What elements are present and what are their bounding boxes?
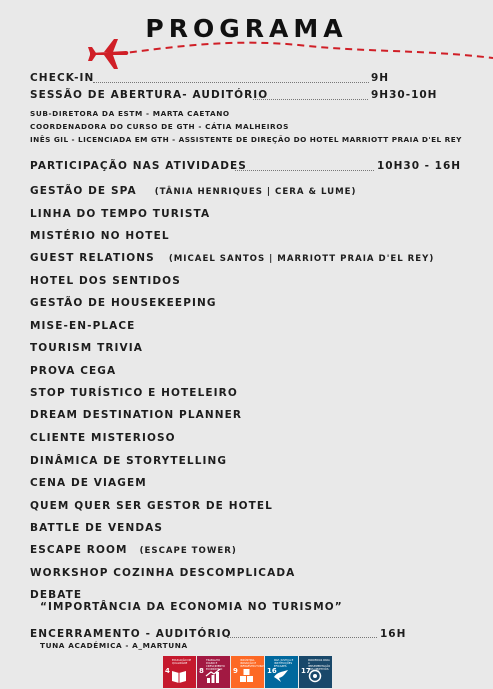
dove-icon [273,669,289,683]
activity-item: CENA DE VIAGEM [30,477,147,489]
activity-item: GUEST RELATIONS (MICAEL SANTOS | MARRIOTT PRAIA D'EL REY) [30,252,435,264]
activity-item: DINÂMICA DE STORYTELLING [30,455,228,467]
leader-dots [93,82,369,83]
sdg-badge-9: 9 INDÚSTRIA, INOVAÇÃO E INFRAESTRUTURAS [231,656,264,688]
debate-topic: “IMPORTÂNCIA DA ECONOMIA NO TURISMO” [40,601,343,613]
checkin-label: CHECK-IN [30,72,95,84]
growth-chart-icon [205,669,221,683]
activity-item: CLIENTE MISTERIOSO [30,432,176,444]
activity-note: (TÂNIA HENRIQUES | CERA & LUME) [154,187,357,197]
closing-sub: TUNA ACADÉMICA - A_MARTUNA [40,641,188,650]
opening-session-time: 9H30-10H [371,89,438,101]
activity-item: HOTEL DOS SENTIDOS [30,275,181,287]
activity-item: TOURISM TRIVIA [30,342,143,354]
activity-item: MISTÉRIO NO HOTEL [30,230,170,242]
activities-label: PARTICIPAÇÃO NAS ATIVIDADES [30,160,247,172]
activity-note: (MICAEL SANTOS | MARRIOTT PRAIA D'EL REY) [168,254,435,264]
speaker-line: COORDENADORA DO CURSO DE GTH - CÁTIA MALHEIROS [30,122,289,131]
sdg-badges [163,656,332,688]
activity-item: GESTÃO DE SPA (TÂNIA HENRIQUES | CERA & LUME) [30,185,357,197]
activity-note: (ESCAPE TOWER) [139,546,237,556]
activity-item: WORKSHOP COZINHA DESCOMPLICADA [30,567,296,579]
activity-item: PROVA CEGA [30,365,117,377]
airplane-icon [88,38,130,70]
speaker-line: INÊS GIL - LICENCIADA EM GTH - ASSISTENTE DE DIREÇÃO DO HOTEL MARRIOTT PRAIA D'EL REY [30,135,462,144]
activity-item: ESCAPE ROOM (ESCAPE TOWER) [30,544,237,556]
sdg-badge-8: 8 TRABALHO DIGNO E CRESCIMENTO ECONÓMICO [197,656,230,688]
sdg-badge-4: 4 EDUCAÇÃO DE QUALIDADE [163,656,196,688]
activity-item: QUEM QUER SER GESTOR DE HOTEL [30,500,273,512]
activity-item: LINHA DO TEMPO TURISTA [30,208,211,220]
checkin-time: 9H [371,72,390,84]
closing-time: 16H [380,628,407,640]
activity-item: DREAM DESTINATION PLANNER [30,409,243,421]
partnership-flower-icon [307,669,323,683]
closing-label: ENCERRAMENTO - AUDITÓRIO [30,628,232,640]
book-icon [171,669,187,683]
activity-item: STOP TURÍSTICO E HOTELEIRO [30,387,238,399]
debate-label: DEBATE [30,589,83,601]
sdg-badge-16: 16 PAZ, JUSTIÇA E INSTITUIÇÕES EFICAZES [265,656,298,688]
leader-dots [253,99,368,100]
activity-item: MISE-EN-PLACE [30,320,136,332]
leader-dots [235,170,374,171]
speaker-line: SUB-DIRETORA DA ESTM - MARTA CAETANO [30,109,230,118]
leader-dots [227,637,377,638]
activity-item: GESTÃO DE HOUSEKEEPING [30,297,217,309]
activities-time: 10H30 - 16H [377,160,462,172]
cubes-icon [239,669,255,683]
sdg-badge-17: 17 PARCERIAS PARA A IMPLEMENTAÇÃO DOS OBJETIVOS [299,656,332,688]
activity-item: BATTLE DE VENDAS [30,522,164,534]
opening-session-label: SESSÃO DE ABERTURA- AUDITÓRIO [30,89,269,101]
flight-path [88,36,493,70]
page-title: PROGRAMA [145,14,348,43]
